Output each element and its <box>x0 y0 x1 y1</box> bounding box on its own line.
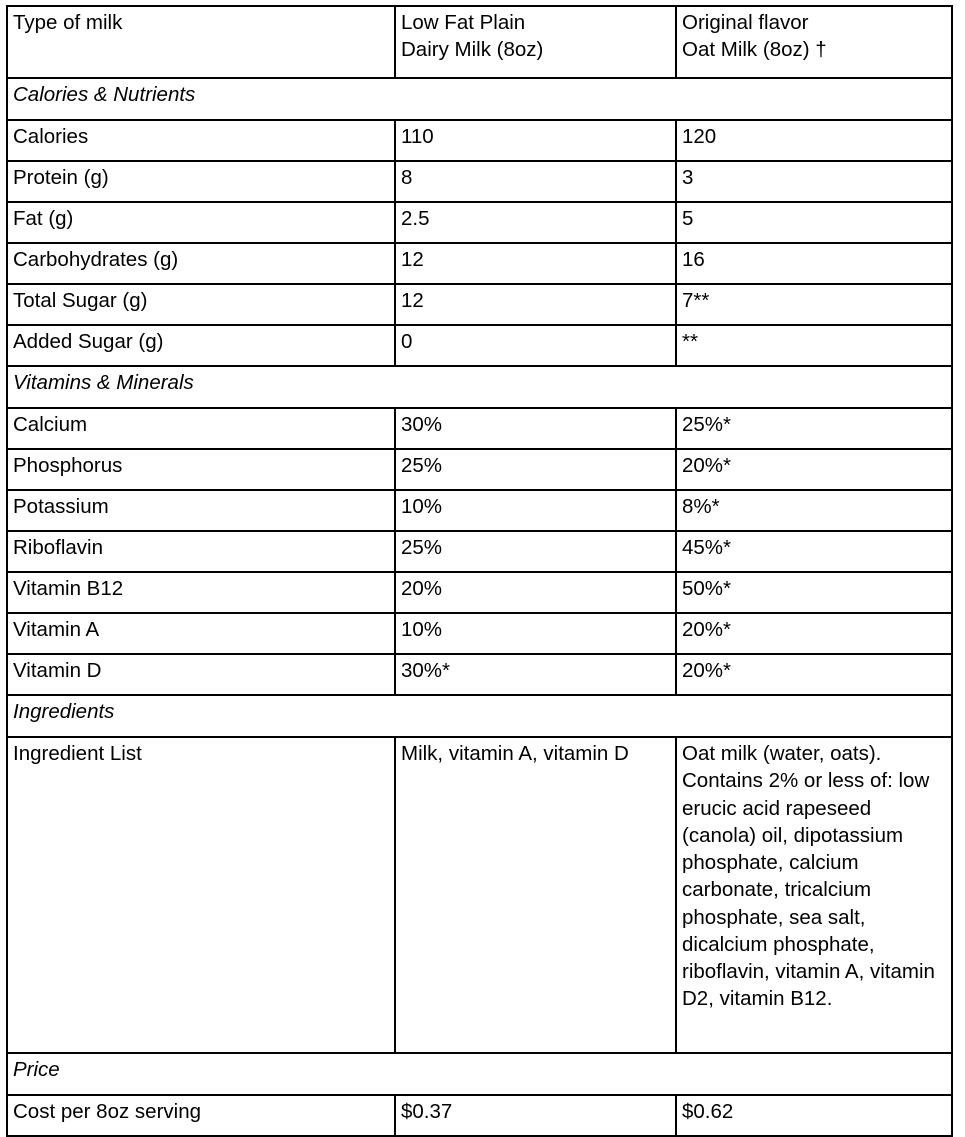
table-row <box>7 408 952 449</box>
row-value-dairy: 20% <box>395 572 676 613</box>
row-value-dairy: 12 <box>395 243 676 284</box>
row-value-oat: 3 <box>676 161 952 202</box>
row-label: Total Sugar (g) <box>7 284 395 325</box>
row-value-dairy: 2.5 <box>395 202 676 243</box>
section-title: Vitamins & Minerals <box>7 366 952 408</box>
table-row <box>7 243 952 284</box>
table-row <box>7 1095 952 1136</box>
row-value-oat: $0.62 <box>676 1095 952 1136</box>
row-value-dairy: Milk, vitamin A, vitamin D <box>395 737 676 1053</box>
row-value-oat: 16 <box>676 243 952 284</box>
column-header-line: Oat Milk (8oz) † <box>682 38 827 62</box>
row-value-oat: 120 <box>676 120 952 161</box>
table-row <box>7 490 952 531</box>
row-label: Added Sugar (g) <box>7 325 395 366</box>
row-value-oat: 8%* <box>676 490 952 531</box>
row-label: Carbohydrates (g) <box>7 243 395 284</box>
table-row <box>7 325 952 366</box>
table-row <box>7 449 952 490</box>
row-value-dairy: 25% <box>395 531 676 572</box>
milk-comparison-table <box>6 5 953 1137</box>
table-row <box>7 202 952 243</box>
row-label: Potassium <box>7 490 395 531</box>
row-label: Protein (g) <box>7 161 395 202</box>
section-title: Calories & Nutrients <box>7 78 952 120</box>
row-value-dairy: $0.37 <box>395 1095 676 1136</box>
table-row <box>7 737 952 1053</box>
row-value-oat: 50%* <box>676 572 952 613</box>
column-header-oat-milk <box>676 6 952 78</box>
row-value-dairy: 30% <box>395 408 676 449</box>
row-value-oat: 7** <box>676 284 952 325</box>
table-row <box>7 284 952 325</box>
row-label: Phosphorus <box>7 449 395 490</box>
column-header-line: Original flavor <box>682 11 809 34</box>
row-value-oat: ** <box>676 325 952 366</box>
row-value-oat: 25%* <box>676 408 952 449</box>
row-value-dairy: 110 <box>395 120 676 161</box>
table-row <box>7 531 952 572</box>
row-value-oat: 20%* <box>676 613 952 654</box>
table-row <box>7 572 952 613</box>
row-value-dairy: 0 <box>395 325 676 366</box>
section-header-calories-nutrients <box>7 78 952 120</box>
row-value-dairy: 10% <box>395 490 676 531</box>
table-row <box>7 161 952 202</box>
column-header-line: Low Fat Plain <box>401 11 526 34</box>
table-row <box>7 613 952 654</box>
row-label: Riboflavin <box>7 531 395 572</box>
section-title: Price <box>7 1053 952 1095</box>
row-value-oat: Oat milk (water, oats). Contains 2% or less of: low erucic acid rapeseed (canola) oil, dipotassium phosphate, calcium carbonate, tricalcium phosphate, sea salt, dicalcium phosphate, riboflavin, vitamin A, vitamin D2, vitamin B12. <box>676 737 952 1053</box>
row-label: Cost per 8oz serving <box>7 1095 395 1136</box>
section-header-ingredients <box>7 695 952 737</box>
section-header-price <box>7 1053 952 1095</box>
row-value-dairy: 10% <box>395 613 676 654</box>
table-header-row <box>7 6 952 78</box>
row-value-dairy: 30%* <box>395 654 676 695</box>
table-row <box>7 654 952 695</box>
column-header-line: Type of milk <box>13 11 123 34</box>
column-header-dairy-milk <box>395 6 676 78</box>
row-value-oat: 20%* <box>676 449 952 490</box>
row-label: Ingredient List <box>7 737 395 1053</box>
row-value-dairy: 12 <box>395 284 676 325</box>
row-label: Fat (g) <box>7 202 395 243</box>
table-row <box>7 120 952 161</box>
row-value-oat: 5 <box>676 202 952 243</box>
row-label: Calories <box>7 120 395 161</box>
column-header-line: Dairy Milk (8oz) <box>401 38 544 62</box>
row-label: Vitamin B12 <box>7 572 395 613</box>
row-label: Vitamin D <box>7 654 395 695</box>
row-label: Vitamin A <box>7 613 395 654</box>
row-label: Calcium <box>7 408 395 449</box>
row-value-oat: 20%* <box>676 654 952 695</box>
row-value-dairy: 25% <box>395 449 676 490</box>
section-header-vitamins-minerals <box>7 366 952 408</box>
row-value-oat: 45%* <box>676 531 952 572</box>
row-value-dairy: 8 <box>395 161 676 202</box>
column-header-type-of-milk <box>7 6 395 78</box>
section-title: Ingredients <box>7 695 952 737</box>
